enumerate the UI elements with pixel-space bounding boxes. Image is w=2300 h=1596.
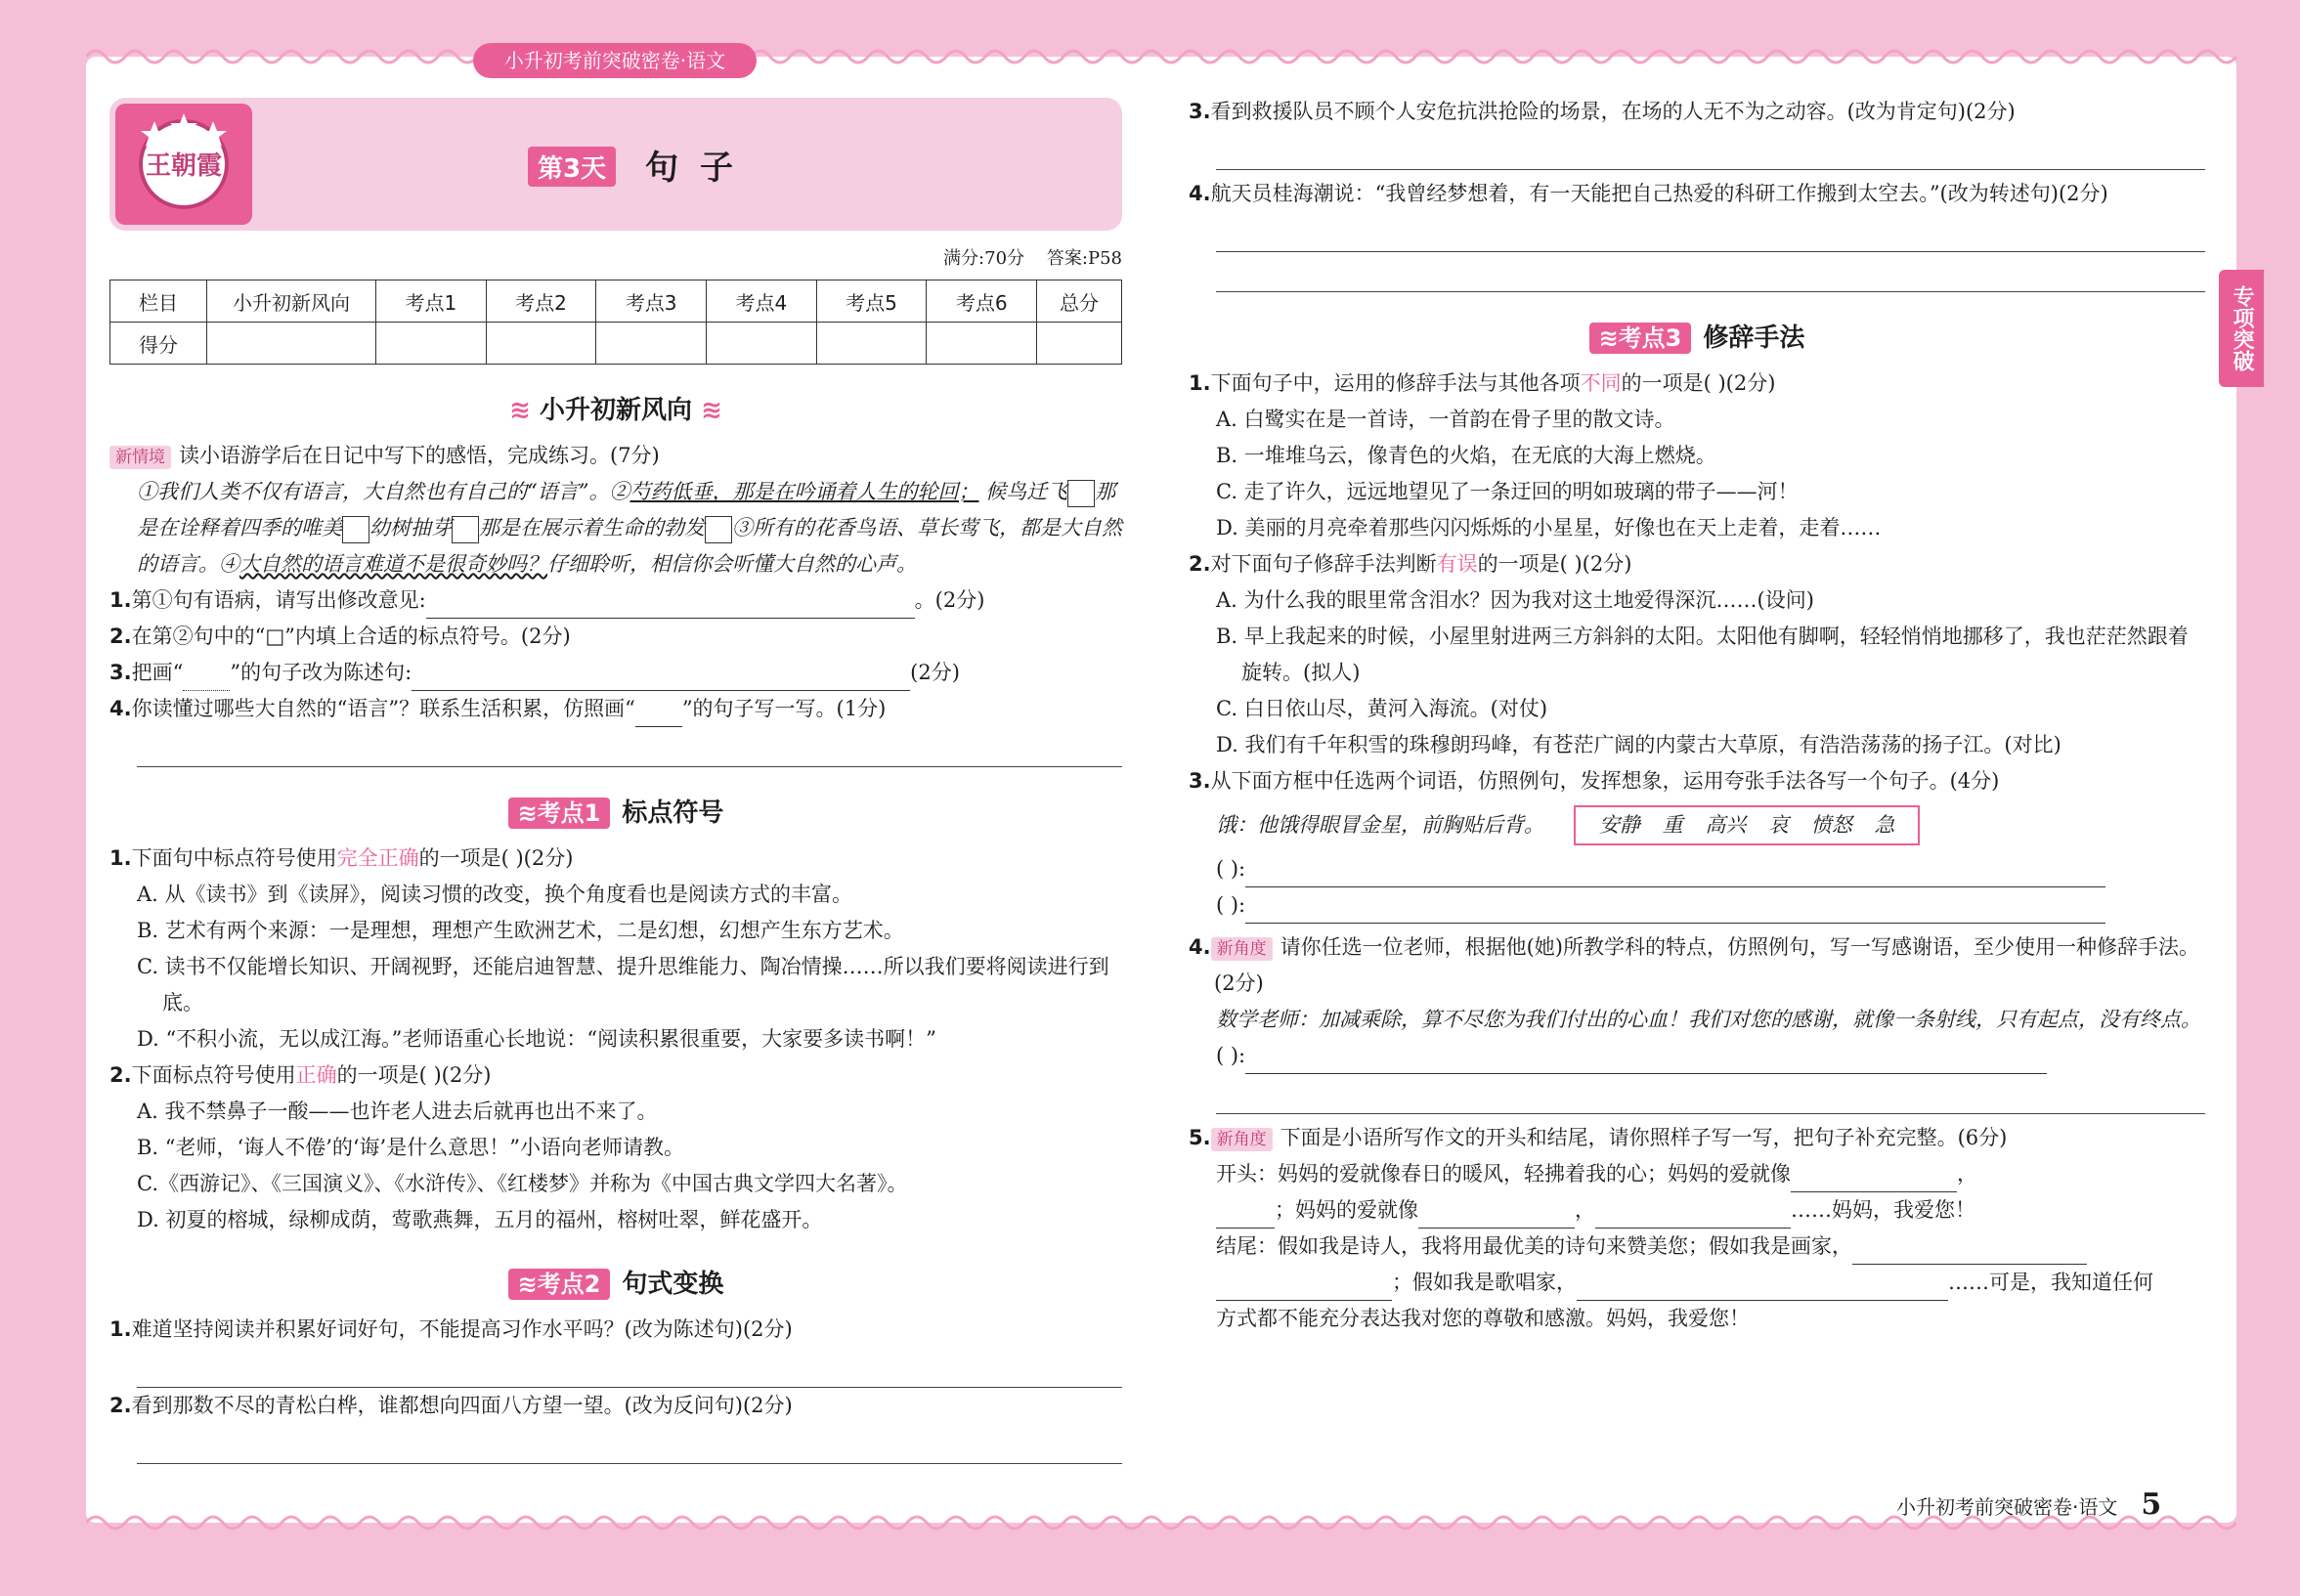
question-text: 第①句有语病，请写出修改意见:	[131, 588, 426, 612]
score-cell[interactable]	[707, 323, 817, 365]
highlight-text: 正确	[295, 1063, 337, 1087]
score-meta	[109, 244, 1122, 270]
fill-text: ……妈妈，我爱您！	[1791, 1198, 1975, 1222]
question-number: 2.	[109, 625, 132, 648]
question-item	[109, 1057, 1122, 1094]
score-cell[interactable]	[486, 323, 596, 365]
table-header-cell: 考点6	[927, 280, 1037, 323]
answer-line[interactable]	[137, 1424, 1122, 1464]
passage-text: ①我们人类不仅有语言，大自然也有自己的“语言”。②	[137, 480, 630, 503]
question-text: 看到那数不尽的青松白桦，谁都想向四面八方望一望。(改为反问句)(2分)	[131, 1394, 793, 1417]
question-item	[109, 1388, 1122, 1424]
question-text: 下面是小语所写作文的开头和结尾，请你照样子写一写，把句子补充完整。(6分)	[1280, 1126, 2008, 1149]
section-title: 小升初新风向	[539, 396, 692, 425]
option: C. 走了许久，远远地望见了一条迂回的明如玻璃的带子——河！	[1216, 480, 1799, 503]
question-item	[109, 619, 1122, 655]
brand-logo-icon	[115, 104, 252, 225]
passage-underlined: 芍药低垂，那是在吟诵着人生的轮回；	[629, 480, 979, 503]
option: D. 我们有千年积雪的珠穆朗玛峰，有苍茫广阔的内蒙古大草原，有浩浩荡荡的扬子江。(对比)	[1216, 733, 2061, 756]
score-cell[interactable]	[927, 323, 1037, 365]
top-banner: 小升初考前突破密卷·语文	[473, 43, 757, 78]
fill-text: ；假如我是歌唱家，	[1392, 1271, 1577, 1294]
question-number: 2.	[1189, 552, 1211, 576]
answer-row	[1189, 1038, 2205, 1074]
question-number: 3.	[1189, 769, 1211, 793]
footer-title: 小升初考前突破密卷·语文	[1896, 1495, 2118, 1519]
fill-row	[1189, 1229, 2205, 1265]
answer-line[interactable]	[137, 727, 1122, 767]
question-number: 4.	[109, 697, 132, 720]
option: A. 为什么我的眼里常含泪水？因为我对这土地爱得深沉……(设问)	[1216, 588, 1814, 612]
answer-line[interactable]	[137, 1348, 1122, 1388]
punct-box[interactable]	[342, 516, 369, 543]
option: B. 早上我起来的时候，小屋里射进两三方斜斜的太阳。太阳他有脚啊，轻轻悄悄地挪移了，我也茫茫然跟着旋转。(拟人)	[1216, 625, 2189, 684]
answer-row	[1189, 851, 2205, 887]
right-column	[1189, 94, 2205, 1337]
new-angle-badge: 新角度	[1211, 1128, 1273, 1151]
option: A. 白鹭实在是一首诗，一首韵在骨子里的散文诗。	[1216, 408, 1675, 431]
fill-row: ；妈妈的爱就像 ， ……妈妈，我爱您！	[1189, 1192, 2205, 1229]
question-text: 的一项是( )(2分)	[1621, 371, 1776, 395]
wave-icon: ≋	[701, 396, 722, 425]
question-text: ”的句子改为陈述句:	[230, 661, 412, 684]
table-header-cell: 考点2	[486, 280, 596, 323]
question-text: 请你任选一位老师，根据他(她)所教学科的特点，仿照例句，写一写感谢语，至少使用一种修辞手法。(2分)	[1214, 935, 2199, 995]
option: B. 一堆堆乌云，像青色的火焰，在无底的大海上燃烧。	[1216, 444, 1716, 467]
top-wave-border	[86, 45, 2236, 68]
question-text: 难道坚持阅读并积累好词好句，不能提高习作水平吗？(改为陈述句)(2分)	[131, 1317, 793, 1341]
question-text: 的一项是( )(2分)	[1477, 552, 1632, 576]
question-number: 1.	[1189, 371, 1211, 395]
day-header	[109, 98, 1122, 231]
answer-line[interactable]	[1216, 252, 2205, 292]
answer-blank[interactable]	[1852, 1240, 2087, 1265]
question-text: 把画“	[131, 661, 184, 684]
question-item	[1189, 763, 2205, 799]
full-score: 满分:70分	[943, 248, 1025, 269]
section-title: 修辞手法	[1703, 324, 1805, 353]
question-number: 1.	[109, 1317, 132, 1341]
question-text: 的一项是( )(2分)	[336, 1063, 492, 1087]
new-scenario-badge: 新情境	[109, 446, 171, 469]
fill-row: 方式都不能充分表达我对您的尊敬和感激。妈妈，我爱您！	[1216, 1307, 1750, 1330]
question-item	[109, 691, 1122, 727]
option: D. 初夏的榕城，绿柳成荫，莺歌燕舞，五月的福州，榕树吐翠，鲜花盛开。	[137, 1208, 823, 1231]
answer-label: ( ):	[1216, 893, 1246, 917]
answer-blank[interactable]	[1577, 1276, 1948, 1301]
answer-blank[interactable]	[1791, 1168, 1957, 1192]
passage-text: 候鸟迁飞	[985, 480, 1068, 503]
page-title: 句子	[645, 149, 755, 188]
answer-blank[interactable]	[1216, 1204, 1275, 1229]
highlight-text: 完全正确	[336, 846, 419, 870]
new-angle-badge: 新角度	[1211, 937, 1273, 961]
answer-blank[interactable]	[426, 594, 915, 619]
question-number: 5.	[1189, 1126, 1211, 1149]
answer-blank[interactable]	[1595, 1204, 1791, 1229]
option: D. 美丽的月亮牵着那些闪闪烁烁的小星星，好像也在天上走着，走着……	[1216, 516, 1882, 539]
row-label: 得分	[110, 323, 207, 365]
question-text: 下面标点符号使用	[131, 1063, 296, 1087]
question-text: ”的句子写一写。(1分)	[681, 697, 887, 720]
day-tag: 第3天	[528, 147, 616, 187]
answer-blank[interactable]	[1245, 899, 2105, 924]
table-header-cell: 考点1	[376, 280, 487, 323]
score-cell[interactable]	[816, 323, 927, 365]
question-text: 的一项是( )(2分)	[418, 846, 574, 870]
score-table-header	[110, 280, 1122, 323]
passage-text: 那是在诠释着四季的唯美	[137, 480, 1116, 539]
answer-label: ( ):	[1216, 857, 1246, 881]
question-number: 4.	[1189, 182, 1211, 205]
highlight-text: 有误	[1436, 552, 1478, 576]
passage-text: 仔细聆听，相信你会听懂大自然的心声。	[547, 552, 917, 576]
punct-box[interactable]	[705, 516, 732, 543]
question-text: 看到救援队员不顾个人安危抗洪抢险的场景，在场的人无不为之动容。(改为肯定句)(2分)	[1210, 100, 2016, 123]
intro-text: 读小语游学后在日记中写下的感悟，完成练习。(7分)	[179, 444, 660, 467]
question-score: 。(2分)	[914, 588, 985, 612]
kp3-tag: ≋考点3	[1589, 323, 1692, 354]
option: A. 从《读书》到《读屏》，阅读习惯的改变，换个角度看也是阅读方式的丰富。	[137, 883, 853, 906]
kp1-tag: ≋考点1	[508, 798, 611, 829]
answer-line[interactable]	[1216, 130, 2205, 170]
option: C. 读书不仅能增长知识、开阔视野，还能启迪智慧、提升思维能力、陶冶情操……所以我们要将阅读进行到底。	[137, 955, 1109, 1014]
option: A. 我不禁鼻子一酸——也许老人进去后就再也出不来了。	[137, 1100, 658, 1123]
score-cell[interactable]	[1037, 323, 1122, 365]
question-score: (2分)	[910, 661, 960, 684]
question-item	[1189, 546, 2205, 582]
question-item	[1189, 176, 2205, 212]
question-item	[1189, 94, 2205, 130]
score-table-row	[110, 323, 1122, 365]
question-item	[1189, 1120, 2205, 1156]
question-text: 航天员桂海潮说：“我曾经梦想着，有一天能把自己热爱的科研工作搬到太空去。”(改为转述句)(2分)	[1210, 182, 2108, 205]
wave-icon: ≋	[509, 396, 531, 425]
page-footer	[1896, 1488, 2161, 1522]
question-text: 对下面句子修辞手法判断	[1210, 552, 1437, 576]
question-number: 2.	[109, 1063, 132, 1087]
table-header-cell: 总分	[1037, 280, 1122, 323]
fill-text: ……可是，我知道任何	[1948, 1271, 2153, 1294]
option: B. 艺术有两个来源：一是理想，理想产生欧洲艺术，二是幻想，幻想产生东方艺术。	[137, 919, 904, 942]
answer-blank[interactable]	[1216, 1276, 1392, 1301]
table-header-cell: 小升初新风向	[207, 280, 376, 323]
section-title: 句式变换	[622, 1270, 724, 1299]
fill-text: ；妈妈的爱就像	[1275, 1198, 1418, 1222]
fill-row	[1189, 1265, 2205, 1301]
fill-row: 开头：妈妈的爱就像春日的暖风，轻拂着我的心；妈妈的爱就像 ，	[1189, 1156, 2205, 1192]
answer-blank[interactable]	[412, 667, 910, 691]
passage-text: ③所有的花香鸟语、草长莺飞，都是大自然的语言。④	[137, 516, 1122, 576]
question-number: 3.	[1189, 100, 1211, 123]
punct-box[interactable]	[1067, 480, 1095, 507]
fill-text: 开头：妈妈的爱就像春日的暖风，轻拂着我的心；妈妈的爱就像	[1216, 1162, 1791, 1186]
score-cell[interactable]	[207, 323, 376, 365]
question-text: 你读懂过哪些大自然的“语言”？联系生活积累，仿照画“	[131, 697, 635, 720]
section-heading-kp2	[109, 1264, 1122, 1300]
fill-text: 结尾：假如我是诗人，我将用最优美的诗句来赞美您；假如我是画家，	[1216, 1234, 1852, 1258]
intro	[109, 438, 1122, 474]
question-item	[1189, 929, 2205, 1002]
question-number: 3.	[109, 661, 132, 684]
question-item	[109, 582, 1122, 619]
kp2-tag: ≋考点2	[508, 1269, 611, 1300]
answer-label: ( ):	[1216, 1044, 1246, 1067]
left-column	[109, 98, 1122, 1464]
question-item	[109, 841, 1122, 877]
answer-page: 答案:P58	[1046, 248, 1122, 269]
question-number: 1.	[109, 846, 132, 870]
score-cell[interactable]	[376, 323, 487, 365]
score-cell[interactable]	[596, 323, 707, 365]
question-text: 下面句子中，运用的修辞手法与其他各项	[1210, 371, 1581, 395]
section-heading-kp3	[1189, 318, 2205, 354]
option: C. 白日依山尽，黄河入海流。(对仗)	[1216, 697, 1548, 720]
question-item	[1189, 366, 2205, 402]
highlight-text: 不同	[1580, 371, 1622, 395]
question-text: 下面句中标点符号使用	[131, 846, 337, 870]
question-item	[109, 655, 1122, 691]
question-text: 在第②句中的“□”内填上合适的标点符号。(2分)	[131, 625, 571, 648]
answer-line[interactable]	[1216, 212, 2205, 252]
answer-blank[interactable]	[1418, 1204, 1575, 1229]
question-number: 2.	[109, 1394, 132, 1417]
punct-box[interactable]	[452, 516, 479, 543]
option: C.《西游记》、《三国演义》、《水浒传》、《红楼梦》并称为《中国古典文学四大名著》。	[137, 1172, 908, 1195]
section-title: 标点符号	[622, 798, 724, 828]
example-row	[1189, 805, 2205, 845]
section-heading-kp1	[109, 793, 1122, 829]
passage-wavy: 大自然的语言难道不是很奇妙吗？	[239, 552, 547, 576]
passage	[109, 474, 1122, 582]
page-number: 5	[2141, 1488, 2162, 1522]
question-number: 1.	[109, 588, 132, 612]
score-table	[109, 280, 1122, 365]
table-header-cell: 考点5	[816, 280, 927, 323]
table-header-cell: 考点3	[596, 280, 707, 323]
side-tab[interactable]: 专项突破	[2219, 270, 2264, 387]
question-number: 4.	[1189, 935, 1211, 959]
passage-text: 幼树抽芽	[369, 516, 452, 539]
logo-text: 王朝霞	[145, 151, 223, 181]
example-sentence: 饿：他饿得眼冒金星，前胸贴后背。	[1216, 813, 1544, 837]
underline-mark	[635, 703, 682, 727]
option: D. “不积小流，无以成江海。”老师语重心长地说：“阅读积累很重要，大家要多读书啊！”	[137, 1027, 936, 1051]
question-item	[109, 1312, 1122, 1348]
option: B. “老师，‘诲人不倦’的‘诲’是什么意思！”小语向老师请教。	[137, 1136, 684, 1159]
question-text: 从下面方框中任选两个词语，仿照例句，发挥想象，运用夸张手法各写一个句子。(4分)	[1210, 769, 2000, 793]
wavy-mark	[183, 667, 230, 691]
table-header-cell: 栏目	[110, 280, 207, 323]
example-sentence: 数学老师：加减乘除，算不尽您为我们付出的心血！我们对您的感谢，就像一条射线，只有起点，没有终点。	[1216, 1008, 2201, 1031]
answer-row	[1189, 887, 2205, 924]
answer-blank[interactable]	[1245, 863, 2105, 887]
section-heading-new	[109, 390, 1122, 426]
answer-line[interactable]	[1216, 1074, 2205, 1114]
passage-text: 那是在展示着生命的勃发	[479, 516, 705, 539]
answer-blank[interactable]	[1245, 1050, 2047, 1074]
table-header-cell: 考点4	[707, 280, 817, 323]
word-box: 安静 重 高兴 哀 愤怒 急	[1574, 805, 1920, 845]
